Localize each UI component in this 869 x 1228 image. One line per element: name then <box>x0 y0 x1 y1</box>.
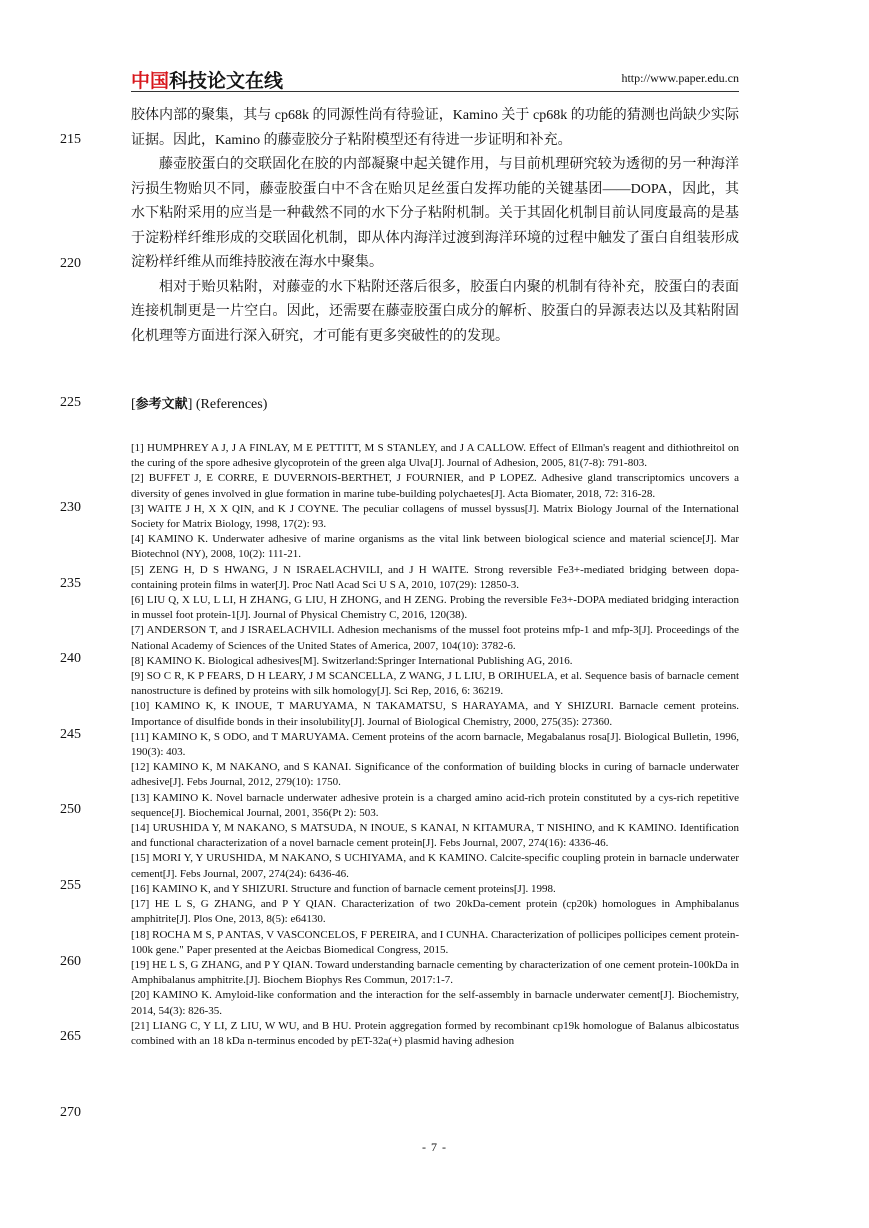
reference-item: [12] KAMINO K, M NAKANO, and S KANAI. Significance of the conformation of building blocks in curing of barnacle underwater adhesive[J]. Febs Journal, 2012, 279(10): 1750. <box>131 761 739 789</box>
reference-item: [20] KAMINO K. Amyloid-like conformation and the interaction for the self-assembly in barnacle underwater cement[J]. Biochemistry, 2014, 54(3): 826-35. <box>131 989 739 1017</box>
reference-item: [15] MORI Y, Y URUSHIDA, M NAKANO, S UCHIYAMA, and K KAMINO. Calcite‐specific coupling protein in barnacle underwater cement[J]. Febs Journal, 2007, 274(24): 6436-46. <box>131 852 739 880</box>
reference-item: [7] ANDERSON T, and J ISRAELACHVILI. Adhesion mechanisms of the mussel foot proteins mfp-1 and mfp-3[J]. Proceedings of the National Academy of Sciences of the United States of America, 2007, 104(10): 3782-6. <box>131 624 739 652</box>
line-number: 255 <box>60 878 81 893</box>
page-number: - 7 - <box>422 1140 447 1154</box>
page-header <box>131 66 739 90</box>
reference-item: [6] LIU Q, X LU, L LI, H ZHANG, G LIU, H ZHONG, and H ZENG. Probing the reversible Fe3+-DOPA mediated bridging interaction in mussel foot protein-1[J]. Journal of Physical Chemistry C, 2016, 120(38). <box>131 594 739 622</box>
line-number: 230 <box>60 500 81 515</box>
reference-item: [3] WAITE J H, X X QIN, and K J COYNE. The peculiar collagens of mussel byssus[J]. Matrix Biology Journal of the International Society for Matrix Biology, 1998, 17(2): 93. <box>131 502 739 531</box>
reference-item: [10] KAMINO K, K INOUE, T MARUYAMA, N TAKAMATSU, S HARAYAMA, and Y SHIZURI. Barnacle cement proteins. Importance of disulfide bonds in their insolubility[J]. Journal of Biological Chemistry, 2000, 275(35): 27360. <box>131 700 739 728</box>
reference-item: [9] SO C R, K P FEARS, D H LEARY, J M SCANCELLA, Z WANG, J L LIU, B ORIHUELA, et al. Sequence basis of barnacle cement nanostructure is defined by proteins with silk homology[J]. Sci Rep, 2016, 6: 36219. <box>131 670 739 698</box>
line-number: 225 <box>60 395 81 410</box>
line-number: 220 <box>60 256 81 271</box>
line-number: 270 <box>60 1105 81 1120</box>
line-number: 245 <box>60 727 81 742</box>
paragraph-1: 胶体内部的聚集，其与 cp68k 的同源性尚有待验证，Kamino 关于 cp68k 的功能的猜测也尚缺少实际证据。因此，Kamino 的藤壶胶分子粘附模型还有待进一步证明和补充。 <box>131 108 739 148</box>
reference-item: [2] BUFFET J, E CORRE, E DUVERNOIS-BERTHET, J FOURNIER, and P LOPEZ. Adhesive gland transcriptomics uncovers a diversity of genes involved in glue formation in marine tube-building polychaetes[J]. Acta Biomater, 2018, 72: 316-28. <box>131 472 739 500</box>
references-heading-open: [ <box>131 397 136 412</box>
line-number: 215 <box>60 132 81 147</box>
logo-black-text: 科技论文在线 <box>169 70 284 92</box>
reference-item: [21] LIANG C, Y LI, Z LIU, W WU, and B HU. Protein aggregation formed by recombinant cp19k homologue of Balanus albicostatus combined with an 18 kDa n-terminus encoded by pET-32a(+) plasmid having adhesion <box>131 1019 739 1047</box>
reference-item: [19] HE L S, G ZHANG, and P Y QIAN. Toward understanding barnacle cementing by characterization of one cement protein-100kDa in Amphibalanus amphitrite.[J]. Biochem Biophys Res Commun, 2017:1-7. <box>131 958 739 987</box>
references-heading <box>131 393 267 413</box>
references-heading-bold: 参考文献 <box>135 397 188 412</box>
line-number: 265 <box>60 1029 81 1044</box>
reference-item: [18] ROCHA M S, P ANTAS, V VASCONCELOS, F PEREIRA, and I CUNHA. Characterization of pollicipes pollicipes cement protein-100k gene." Paper presented at the Aeicbas Biomedical Congress, 2015. <box>131 928 739 956</box>
header-rule <box>131 91 739 92</box>
line-number: 240 <box>60 651 81 666</box>
reference-item: [14] URUSHIDA Y, M NAKANO, S MATSUDA, N INOUE, S KANAI, N KITAMURA, T NISHINO, and K KAMINO. Identification and functional characterization of a novel barnacle cement protein[J]. Febs Journal, 2007, 274(16): 4336-46. <box>131 822 739 850</box>
reference-item: [8] KAMINO K. Biological adhesives[M]. Switzerland:Springer International Publishing AG, 2016. <box>131 654 573 667</box>
reference-item: [13] KAMINO K. Novel barnacle underwater adhesive protein is a charged amino acid-rich protein constituted by a cys-rich repetitive sequence[J]. Biochemical Journal, 2001, 356(Pt 2): 503. <box>131 791 739 819</box>
reference-item: [17] HE L S, G ZHANG, and P Y QIAN. Characterization of two 20kDa-cement protein (cp20k) homologues in Amphibalanus amphitrite[J]. Plos One, 2013, 8(5): e64130. <box>131 898 739 926</box>
reference-item: [16] KAMINO K, and Y SHIZURI. Structure and function of barnacle cement proteins[J]. 1998. <box>131 882 556 895</box>
logo-red-text: 中国 <box>131 70 170 92</box>
paragraph-3: 相对于贻贝粘附，对藤壶的水下粘附还落后很多，胶蛋白内聚的机制有待补充，胶蛋白的表面连接机制更是一片空白。因此，还需要在藤壶胶蛋白成分的解析、胶蛋白的异源表达以及其粘附固化机理等方面进行深入研究，才可能有更多突破性的的发现。 <box>131 279 739 344</box>
line-number: 235 <box>60 576 81 591</box>
line-number: 260 <box>60 954 81 969</box>
reference-item: [11] KAMINO K, S ODO, and T MARUYAMA. Cement proteins of the acorn barnacle, Megabalanus rosa[J]. Biological Bulletin, 1996, 190(3): 403. <box>131 730 739 759</box>
reference-item: [1] HUMPHREY A J, J A FINLAY, M E PETTITT, M S STANLEY, and J A CALLOW. Effect of Ellman's reagent and dithiothreitol on the curing of the spore adhesive glycoprotein of the green alga Ulva[J]. Journal of Adhesion, 2005, 81(7-8): 791-803. <box>131 442 739 470</box>
line-number: 250 <box>60 802 81 817</box>
reference-item: [4] KAMINO K. Underwater adhesive of marine organisms as the vital link between biological science and material science[J]. Mar Biotechnol (NY), 2008, 10(2): 111-21. <box>131 533 739 561</box>
references-heading-rest: ] (References) <box>187 397 268 412</box>
references-list <box>131 441 739 1049</box>
journal-logo <box>131 66 283 93</box>
body-text <box>131 104 739 349</box>
header-url[interactable]: http://www.paper.edu.cn <box>621 71 739 85</box>
reference-item: [5] ZENG H, D S HWANG, J N ISRAELACHVILI, and J H WAITE. Strong reversible Fe3+-mediated bridging between dopa-containing protein films in water[J]. Proc Natl Acad Sci U S A, 2010, 107(29): 12850-3. <box>131 563 739 591</box>
paragraph-2: 藤壶胶蛋白的交联固化在胶的内部凝聚中起关键作用，与目前机理研究较为透彻的另一种海洋污损生物贻贝不同，藤壶胶蛋白中不含在贻贝足丝蛋白发挥功能的关键基团——DOPA，因此，其水下粘附采用的应当是一种截然不同的水下分子粘附机制。关于其固化机制目前认同度最高的是基于淀粉样纤维形成的交联固化机制，即从体内海洋过渡到海洋环境的过程中触发了蛋白自组装形成淀粉样纤维从而维持胶液在海水中聚集。 <box>131 157 739 270</box>
